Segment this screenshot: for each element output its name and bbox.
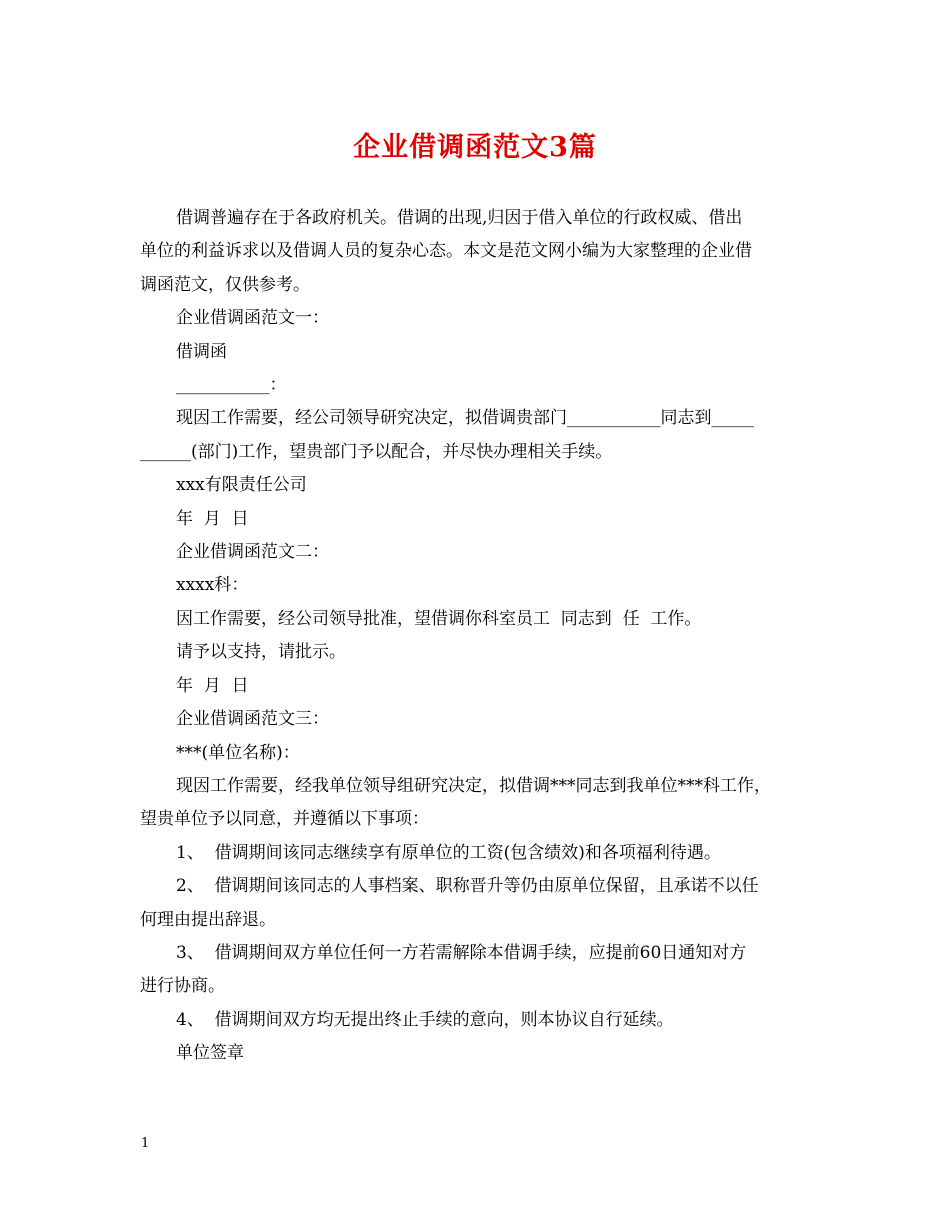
list-item: 2、 借调期间该同志的人事档案、职称晋升等仍由原单位保留，且承诺不以任 — [176, 876, 759, 897]
text-line: 现因工作需要，经公司领导研究决定，拟借调贵部门___________同志到_____ — [176, 408, 754, 429]
signature-line: 单位签章 — [176, 1043, 244, 1064]
list-item: 1、 借调期间该同志继续享有原单位的工资(包含绩效)和各项福利待遇。 — [176, 842, 721, 863]
list-item-continued: 何理由提出辞退。 — [140, 909, 276, 930]
text-line: ______(部门)工作，望贵部门予以配合，并尽快办理相关手续。 — [140, 441, 613, 462]
text-line: 请予以支持，请批示。 — [176, 642, 346, 663]
page-number: 1 — [141, 1136, 150, 1151]
salutation-blank: ___________： — [176, 375, 287, 396]
text-line: 借调普遍存在于各政府机关。借调的出现,归因于借入单位的行政权威、借出 — [176, 208, 743, 228]
section-heading: 企业借调函范文一： — [176, 308, 329, 329]
salutation: xxxx科： — [176, 575, 249, 596]
salutation: ***(单位名称)： — [176, 742, 300, 763]
text-line: 调函范文，仅供参考。 — [140, 274, 310, 295]
date-line: 年 月 日 — [176, 508, 249, 529]
letter-title: 借调函 — [176, 341, 227, 362]
document-body — [140, 202, 812, 1071]
text-line: 望贵单位予以同意，并遵循以下事项： — [140, 809, 429, 830]
section-heading: 企业借调函范文二： — [176, 542, 329, 563]
list-item-continued: 进行协商。 — [140, 976, 225, 997]
date-line: 年 月 日 — [176, 675, 249, 696]
text-line: 现因工作需要，经我单位领导组研究决定，拟借调***同志到我单位***科工作， — [176, 775, 771, 796]
company-signature: xxx有限责任公司 — [176, 475, 307, 496]
text-line: 因工作需要，经公司领导批准，望借调你科室员工 同志到 任 工作。 — [176, 608, 702, 629]
text-line: 单位的利益诉求以及借调人员的复杂心态。本文是范文网小编为大家整理的企业借 — [140, 241, 752, 262]
document-title: 企业借调函范文3篇 — [353, 132, 597, 163]
list-item: 3、 借调期间双方单位任何一方若需解除本借调手续，应提前60日通知对方 — [176, 942, 747, 963]
section-heading: 企业借调函范文三： — [176, 709, 329, 730]
list-item: 4、 借调期间双方均无提出终止手续的意向，则本协议自行延续。 — [176, 1009, 674, 1030]
